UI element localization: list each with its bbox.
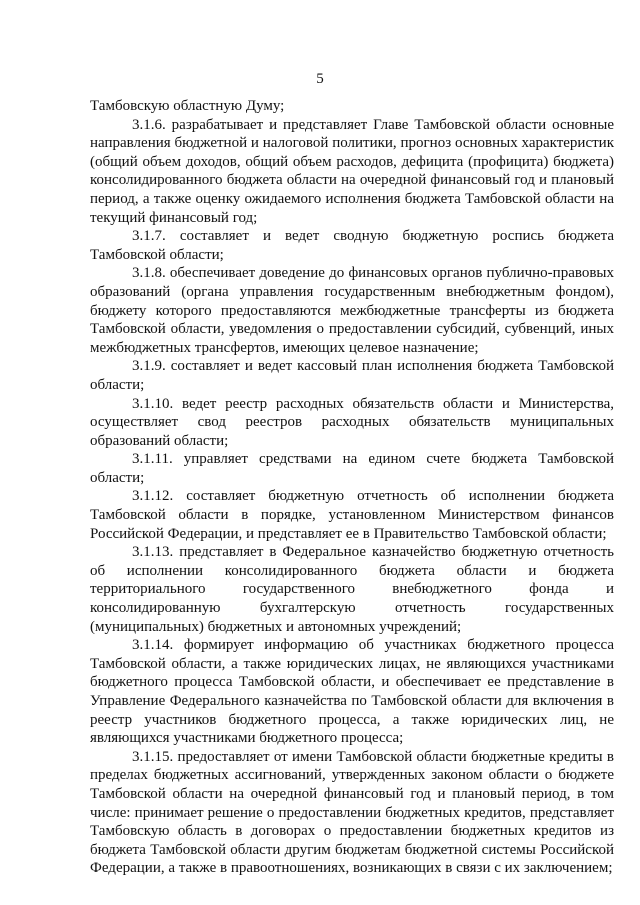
paragraph-3-1-14: 3.1.14. формирует информацию об участниках бюджетного процесса Тамбовской области, а также юридических лицах, не являющихся участниками бюджетного процесса Тамбовской области, и обеспечивает ее представление в Управление Федерального казначейства по Тамбовской области для включения в реестр участников бюджетного процесса, а также юридических лиц, не являющихся участниками бюджетного процесса; — [90, 637, 614, 747]
paragraph-3-1-12: 3.1.12. составляет бюджетную отчетность об исполнении бюджета Тамбовской области в порядке, установленном Министерством финансов Российской Федерации, и представляет ее в Правительство Тамбовской области; — [90, 488, 614, 542]
paragraph-3-1-8: 3.1.8. обеспечивает доведение до финансовых органов публично-правовых образований (органа управления государственным внебюджетным фондом), бюджету которого предоставляются межбюджетные трансферты из бюджета Тамбовской области, уведомления о предоставлении субсидий, субвенций, иных межбюджетных трансфертов, имеющих целевое назначение; — [90, 265, 614, 356]
paragraph-3-1-10: 3.1.10. ведет реестр расходных обязательств области и Министерства, осуществляет свод реестров расходных обязательств муниципальных образований области; — [90, 395, 614, 449]
paragraph-continuation: Тамбовскую областную Думу; — [90, 98, 285, 114]
document-body — [90, 97, 614, 878]
paragraph-3-1-11: 3.1.11. управляет средствами на едином счете бюджета Тамбовской области; — [90, 451, 614, 486]
page-number: 5 — [316, 71, 324, 87]
paragraph-3-1-6: 3.1.6. разрабатывает и представляет Главе Тамбовской области основные направления бюджетной и налоговой политики, прогноз основных характеристик (общий объем доходов, общий объем расходов, дефицита (профицита) бюджета) консолидированного бюджета области на очередной финансовый год и плановый период, а также оценку ожидаемого исполнения бюджета Тамбовской области на текущий финансовый год; — [90, 116, 614, 226]
paragraph-3-1-7: 3.1.7. составляет и ведет сводную бюджетную роспись бюджета Тамбовской области; — [90, 228, 614, 263]
paragraph-3-1-13: 3.1.13. представляет в Федеральное казначейство бюджетную отчетность об исполнении консолидированного бюджета области и бюджета территориального государственного внебюджетного фонда и консолидированную бухгалтерскую отчетность государственных (муниципальных) бюджетных и автономных учреждений; — [90, 544, 614, 635]
paragraph-3-1-15: 3.1.15. предоставляет от имени Тамбовской области бюджетные кредиты в пределах бюджетных ассигнований, утвержденных законом области о бюджете Тамбовской области на очередной финансовый год и плановый период, в том числе: принимает решение о предоставлении бюджетных кредитов, представляет Тамбовскую область в договорах о предоставлении бюджетных кредитов из бюджета Тамбовской области другим бюджетам бюджетной системы Российской Федерации, а также в правоотношениях, возникающих в связи с их заключением; — [90, 748, 614, 877]
paragraph-3-1-9: 3.1.9. составляет и ведет кассовый план исполнения бюджета Тамбовской области; — [90, 358, 614, 393]
